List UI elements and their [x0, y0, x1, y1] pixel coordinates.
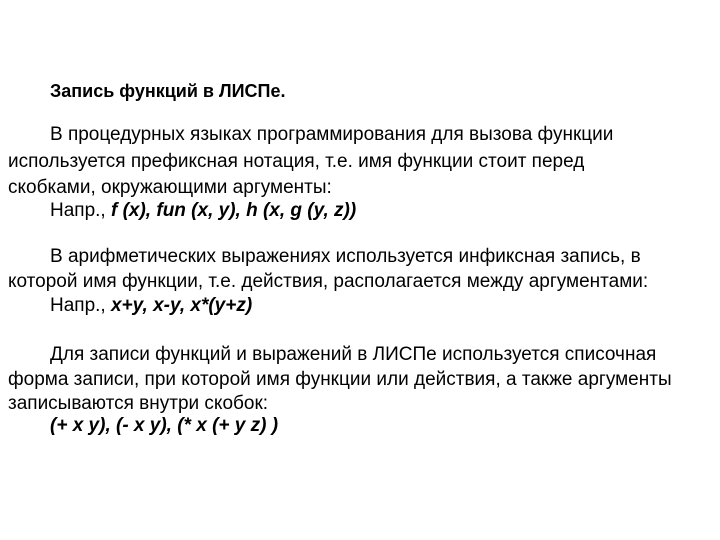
example-prefix: Напр.,: [50, 295, 111, 316]
paragraph2-example-line: [50, 295, 252, 317]
paragraph1-line3: скобками, окружающими аргументы:: [8, 177, 332, 198]
prefix-notation-example: f (x), fun (x, y), h (x, g (y, z)): [110, 200, 357, 221]
paragraph1-line1: В процедурных языках программирования для вызова функции: [50, 124, 614, 145]
slide-title: Запись функций в ЛИСПе.: [50, 81, 286, 101]
paragraph2-line1: В арифметических выражениях используется инфиксная запись, в: [50, 246, 641, 267]
list-notation-example: (+ x y), (- x y), (* x (+ y z) ): [50, 415, 279, 436]
paragraph3-line2: форма записи, при которой имя функции или действия, а также аргументы: [8, 369, 672, 390]
paragraph1-example-line: [50, 200, 356, 222]
infix-notation-example: x+y, x-y, x*(y+z): [110, 295, 253, 316]
paragraph1-line2: используется префиксная нотация, т.е. имя функции стоит перед: [8, 151, 585, 172]
paragraph2-line2: которой имя функции, т.е. действия, располагается между аргументами:: [8, 271, 649, 292]
paragraph3-line1: Для записи функций и выражений в ЛИСПе используется списочная: [50, 344, 657, 365]
paragraph3-line3: записываются внутри скобок:: [8, 393, 269, 414]
example-prefix: Напр.,: [50, 200, 111, 221]
